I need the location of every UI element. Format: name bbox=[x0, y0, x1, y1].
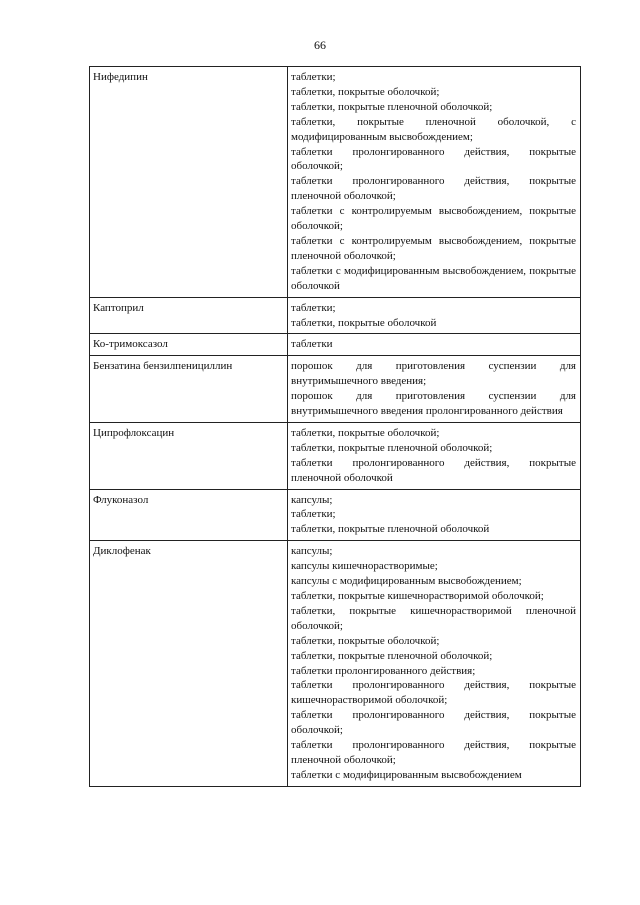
dosage-form-item: таблетки, покрытые пленочной оболочкой, с модифицированным высвобождением; bbox=[291, 115, 576, 143]
drug-name-cell: Флуконазол bbox=[90, 489, 288, 541]
table-body bbox=[90, 67, 581, 787]
drug-name-cell: Нифедипин bbox=[90, 67, 288, 298]
dosage-form-item: таблетки пролонгированного действия, покрытые оболочкой; bbox=[291, 709, 576, 737]
table-row bbox=[90, 422, 581, 489]
dosage-form-item: таблетки пролонгированного действия, покрытые пленочной оболочкой; bbox=[291, 175, 576, 203]
dosage-form-item: таблетки пролонгированного действия, покрытые пленочной оболочкой bbox=[291, 456, 576, 484]
dosage-form-item: таблетки пролонгированного действия; bbox=[291, 664, 476, 677]
drug-forms-table bbox=[89, 66, 581, 787]
table-row bbox=[90, 489, 581, 541]
dosage-form-item: таблетки, покрытые пленочной оболочкой; bbox=[291, 649, 493, 662]
page-number: 66 bbox=[314, 38, 326, 52]
table-row bbox=[90, 297, 581, 334]
dosage-form-item: таблетки, покрытые оболочкой; bbox=[291, 426, 440, 439]
dosage-form-item: порошок для приготовления суспензии для внутримышечного введения; bbox=[291, 360, 576, 388]
table-row bbox=[90, 541, 581, 787]
dosage-form-item: таблетки с контролируемым высвобождением, покрытые оболочкой; bbox=[291, 205, 576, 233]
dosage-forms-cell bbox=[288, 489, 581, 541]
dosage-form-item: таблетки пролонгированного действия, покрытые кишечнорастворимой оболочкой; bbox=[291, 679, 576, 707]
dosage-form-item: капсулы кишечнорастворимые; bbox=[291, 560, 438, 573]
table-row bbox=[90, 334, 581, 356]
dosage-form-item: таблетки с модифицированным высвобождением bbox=[291, 768, 522, 781]
drug-name-cell: Ципрофлоксацин bbox=[90, 422, 288, 489]
dosage-form-item: капсулы; bbox=[291, 545, 333, 558]
dosage-form-item: капсулы с модифицированным высвобождением; bbox=[291, 575, 522, 588]
dosage-form-item: таблетки bbox=[291, 338, 333, 351]
drug-name-cell: Каптоприл bbox=[90, 297, 288, 334]
drug-name-cell: Ко-тримоксазол bbox=[90, 334, 288, 356]
dosage-form-item: таблетки, покрытые пленочной оболочкой; bbox=[291, 100, 493, 113]
dosage-form-item: таблетки с модифицированным высвобождением, покрытые оболочкой bbox=[291, 264, 576, 292]
drug-name-cell: Бензатина бензилпенициллин bbox=[90, 356, 288, 423]
dosage-forms-cell bbox=[288, 422, 581, 489]
dosage-form-item: таблетки, покрытые оболочкой bbox=[291, 316, 437, 329]
dosage-form-item: таблетки; bbox=[291, 508, 336, 521]
dosage-form-item: порошок для приготовления суспензии для внутримышечного введения пролонгированного действия bbox=[291, 390, 576, 418]
dosage-forms-cell bbox=[288, 541, 581, 787]
table-row bbox=[90, 356, 581, 423]
dosage-form-item: таблетки; bbox=[291, 301, 336, 314]
dosage-form-item: таблетки, покрытые кишечнорастворимой пленочной оболочкой; bbox=[291, 604, 576, 632]
dosage-form-item: таблетки, покрытые оболочкой; bbox=[291, 85, 440, 98]
dosage-form-item: таблетки пролонгированного действия, покрытые оболочкой; bbox=[291, 145, 576, 173]
table-row bbox=[90, 67, 581, 298]
dosage-forms-cell bbox=[288, 67, 581, 298]
dosage-form-item: таблетки; bbox=[291, 71, 336, 83]
dosage-forms-cell bbox=[288, 356, 581, 423]
dosage-form-item: таблетки с контролируемым высвобождением, покрытые пленочной оболочкой; bbox=[291, 234, 576, 262]
dosage-form-item: таблетки, покрытые пленочной оболочкой bbox=[291, 523, 490, 536]
dosage-forms-cell bbox=[288, 297, 581, 334]
dosage-form-item: таблетки, покрытые кишечнорастворимой оболочкой; bbox=[291, 590, 544, 602]
dosage-form-item: таблетки, покрытые оболочкой; bbox=[291, 634, 440, 647]
drug-name-cell: Диклофенак bbox=[90, 541, 288, 787]
dosage-form-item: капсулы; bbox=[291, 493, 333, 506]
dosage-forms-cell bbox=[288, 334, 581, 356]
dosage-form-item: таблетки пролонгированного действия, покрытые пленочной оболочкой; bbox=[291, 739, 576, 766]
dosage-form-item: таблетки, покрытые пленочной оболочкой; bbox=[291, 441, 493, 454]
